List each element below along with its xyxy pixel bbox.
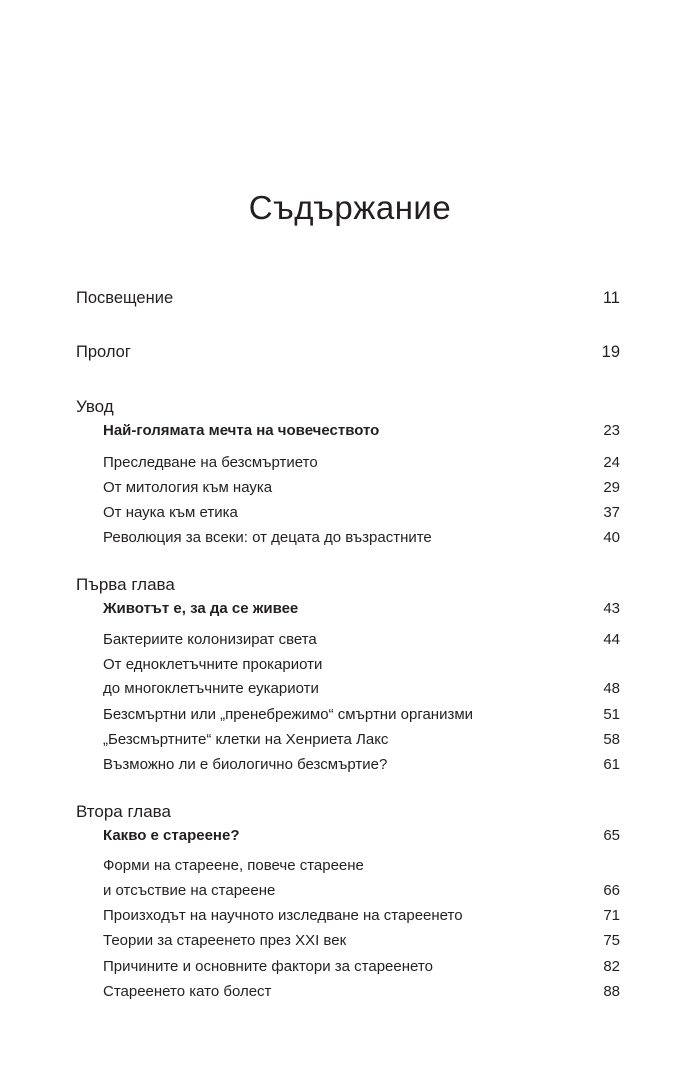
toc-item-page: 37 [603, 504, 620, 521]
section-heading [0, 802, 700, 826]
toc-item [0, 454, 700, 478]
section-subtitle [0, 422, 700, 446]
toc-item-page: 48 [603, 680, 620, 697]
toc-item-label: Произходът на научното изследване на стареенето [103, 907, 463, 924]
toc-item [0, 907, 700, 931]
toc-item-page: 82 [603, 958, 620, 975]
toc-item [0, 631, 700, 655]
toc-item-page: 40 [603, 529, 620, 546]
toc-item-label: Преследване на безсмъртието [103, 454, 318, 471]
toc-item-label: Причините и основните фактори за стареенето [103, 958, 433, 975]
toc-item-label: Стареенето като болест [103, 983, 272, 1000]
toc-entry-label: Посвещение [76, 289, 174, 307]
toc-item [0, 857, 700, 881]
toc-item-page: 29 [603, 479, 620, 496]
toc-item [0, 756, 700, 780]
toc-entry [0, 343, 700, 367]
section-subtitle-label: Животът е, за да се живее [103, 600, 299, 617]
toc-item-page: 75 [603, 932, 620, 949]
section-heading-label: Увод [76, 397, 114, 416]
section-heading [0, 575, 700, 599]
toc-item-label: „Безсмъртните“ клетки на Хенриета Лакс [103, 731, 389, 748]
toc-item-page: 66 [603, 882, 620, 899]
toc-item [0, 958, 700, 982]
toc-item [0, 983, 700, 1007]
section-subtitle-label: Какво е стареене? [103, 827, 240, 844]
toc-item-label: и отсъствие на стареене [103, 882, 276, 899]
toc-entry-page: 11 [602, 289, 620, 307]
toc-item-label: до многоклетъчните еукариоти [103, 680, 319, 697]
toc-item [0, 656, 700, 680]
toc-item [0, 479, 700, 503]
toc-item-page: 71 [603, 907, 620, 924]
toc-item-label: Бактериите колонизират света [103, 631, 317, 648]
toc-item-page: 24 [603, 454, 620, 471]
toc-item [0, 882, 700, 906]
page-title: Съдържание [248, 189, 452, 226]
section-heading-label: Втора глава [76, 802, 171, 821]
toc-item-label: Възможно ли е биологично безсмъртие? [103, 756, 388, 773]
toc-item-page: 88 [603, 983, 620, 1000]
section-heading [0, 397, 700, 421]
toc-item [0, 504, 700, 528]
toc-entry-page: 19 [601, 343, 620, 361]
toc-item-label: Безсмъртни или „пренебрежимо“ смъртни организми [103, 706, 474, 723]
toc-item [0, 529, 700, 553]
section-subtitle [0, 600, 700, 624]
toc-entry-label: Пролог [76, 343, 131, 361]
section-subtitle-page: 43 [603, 600, 620, 617]
section-subtitle-page: 65 [603, 827, 620, 844]
toc-item [0, 706, 700, 730]
toc-item-label: От наука към етика [103, 504, 238, 521]
toc-item-label: От едноклетъчните прокариоти [103, 656, 323, 673]
toc-item-page: 58 [603, 731, 620, 748]
toc-item-label: Форми на стареене, повече стареене [103, 857, 364, 874]
toc-item [0, 932, 700, 956]
toc-item-page: 44 [603, 631, 620, 648]
toc-item [0, 731, 700, 755]
toc-item-page: 51 [603, 706, 620, 723]
toc-item-label: Теории за стареенето през XXI век [103, 932, 347, 949]
toc-item-label: От митология към наука [103, 479, 273, 496]
section-heading-label: Първа глава [76, 575, 175, 594]
toc-entry [0, 289, 700, 313]
section-subtitle-label: Най-голямата мечта на човечеството [103, 422, 380, 439]
toc-item-page: 61 [603, 756, 620, 773]
toc-item [0, 680, 700, 704]
section-subtitle [0, 827, 700, 851]
toc-item-label: Революция за всеки: от децата до възрастните [103, 529, 432, 546]
section-subtitle-page: 23 [603, 422, 620, 439]
